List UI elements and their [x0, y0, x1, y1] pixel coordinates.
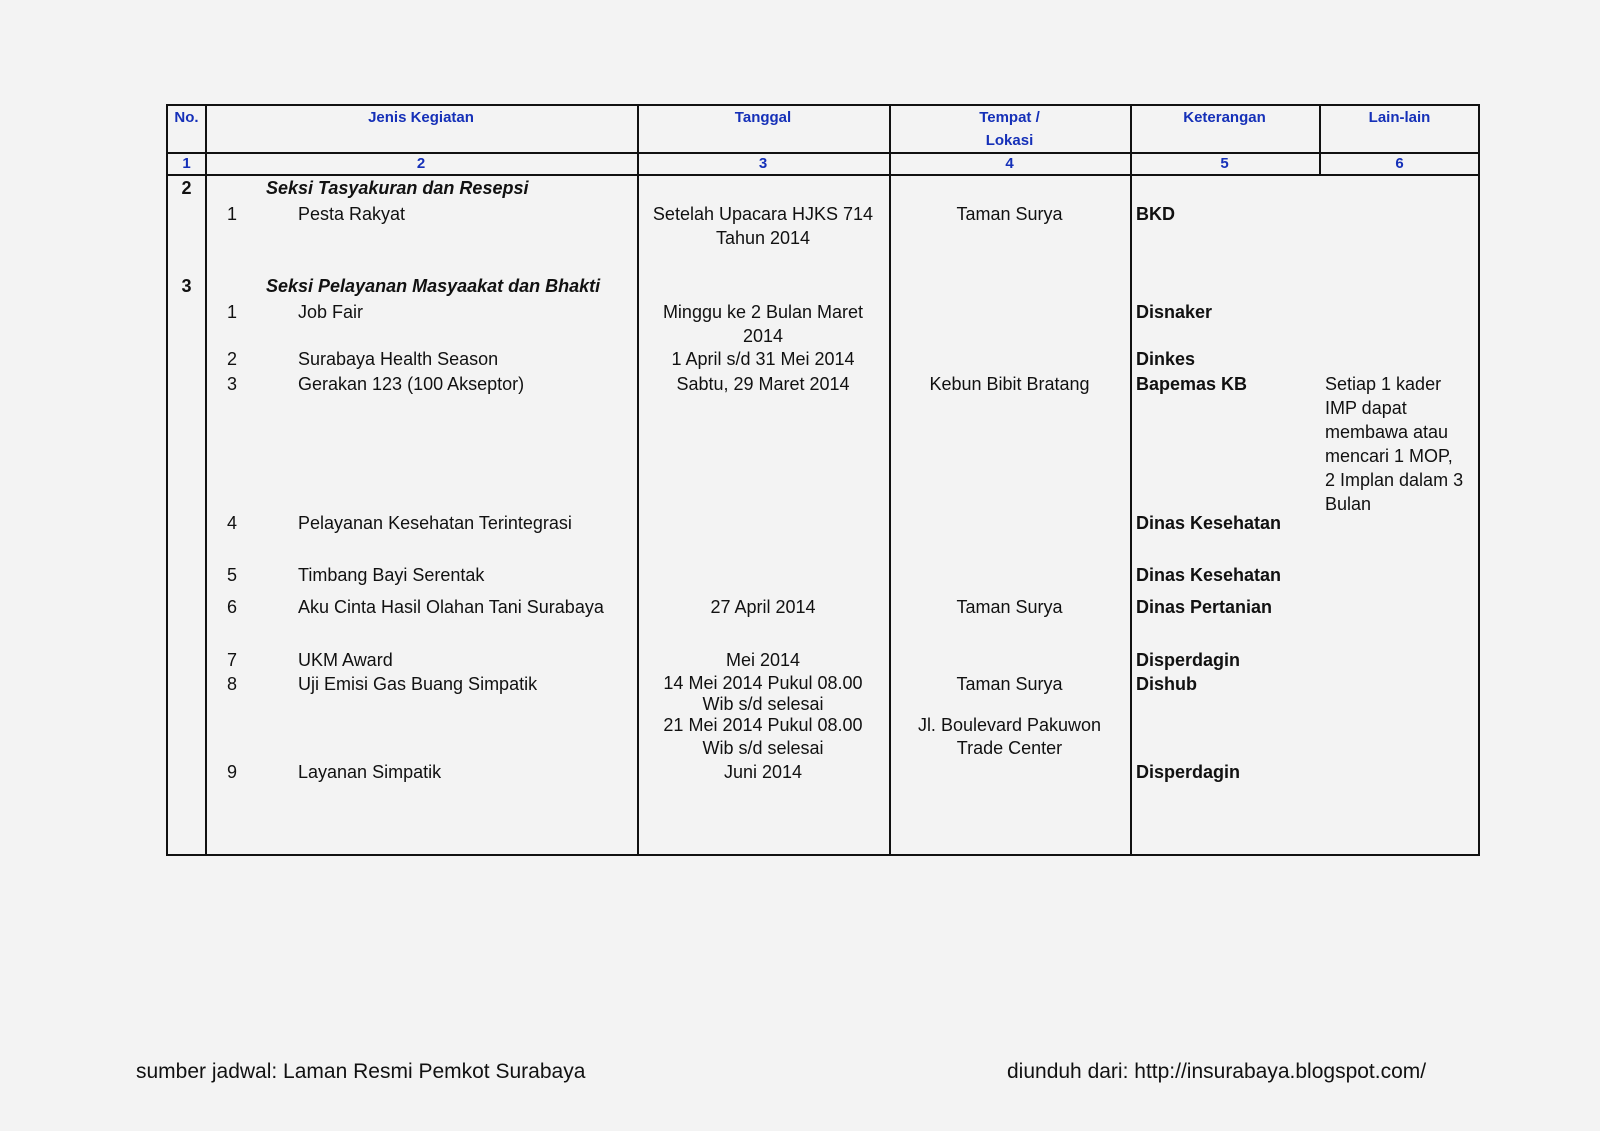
item-date-line: Wib s/d selesai	[702, 738, 824, 758]
item-name: Gerakan 123 (100 Akseptor)	[298, 374, 525, 394]
section-number: 3	[181, 276, 192, 296]
item-keterangan: Disnaker	[1136, 302, 1213, 322]
header-tanggal: Tanggal	[734, 109, 792, 126]
item-number: 1	[227, 302, 238, 322]
item-place: Kebun Bibit Bratang	[929, 374, 1090, 394]
item-date-line1: Setelah Upacara HJKS 714	[652, 204, 874, 224]
section-title: Seksi Tasyakuran dan Resepsi	[266, 178, 529, 198]
item-place: Taman Surya	[956, 597, 1063, 617]
item-number: 7	[227, 650, 238, 670]
item-keterangan: Dinkes	[1136, 349, 1196, 369]
item-place-line: Jl. Boulevard Pakuwon	[917, 715, 1102, 735]
lain-line: Setiap 1 kader	[1325, 374, 1442, 394]
item-date-line: 21 Mei 2014 Pukul 08.00	[663, 715, 863, 735]
item-name: Uji Emisi Gas Buang Simpatik	[298, 674, 538, 694]
item-keterangan: Dishub	[1136, 674, 1197, 694]
lain-line: membawa atau	[1325, 422, 1449, 442]
col-number: 1	[182, 155, 191, 172]
item-date-line: Wib s/d selesai	[702, 694, 824, 714]
lain-line: Bulan	[1325, 494, 1372, 514]
item-date: 27 April 2014	[710, 597, 816, 617]
item-keterangan: Disperdagin	[1136, 762, 1241, 782]
item-number: 8	[227, 674, 238, 694]
item-keterangan: Dinas Kesehatan	[1136, 565, 1282, 585]
lain-line: IMP dapat	[1325, 398, 1407, 418]
item-name: Layanan Simpatik	[298, 762, 442, 782]
item-keterangan: Dinas Kesehatan	[1136, 513, 1282, 533]
header-no: No.	[174, 109, 199, 126]
item-name: Aku Cinta Hasil Olahan Tani Surabaya	[298, 597, 604, 617]
item-date	[637, 672, 889, 760]
lain-line: mencari 1 MOP,	[1325, 446, 1453, 466]
item-date-line: 14 Mei 2014 Pukul 08.00	[663, 673, 863, 693]
col-divider	[1130, 106, 1132, 854]
item-date-line2: Tahun 2014	[715, 228, 811, 248]
item-name: Surabaya Health Season	[298, 349, 499, 369]
schedule-table	[166, 104, 1480, 856]
item-number: 5	[227, 565, 238, 585]
item-place: Taman Surya	[956, 674, 1063, 694]
item-date: 1 April s/d 31 Mei 2014	[671, 349, 855, 369]
header-tempat	[889, 106, 1130, 152]
item-lain-lain	[1325, 372, 1480, 516]
item-number: 6	[227, 597, 238, 617]
footer-download-link[interactable]: diunduh dari: http://insurabaya.blogspot.com/	[1007, 1060, 1427, 1083]
item-date: Juni 2014	[723, 762, 803, 782]
item-number: 9	[227, 762, 238, 782]
footer-source: sumber jadwal: Laman Resmi Pemkot Surabaya	[136, 1060, 586, 1083]
item-date	[637, 300, 889, 348]
col-divider	[205, 106, 207, 854]
item-name: Pesta Rakyat	[298, 204, 406, 224]
header-tempat-line1: Tempat /	[979, 109, 1040, 126]
header-lain-lain: Lain-lain	[1368, 109, 1431, 126]
col-number: 5	[1220, 155, 1229, 172]
item-date-line1: Minggu ke 2 Bulan Maret	[662, 302, 864, 322]
lain-line: 2 Implan dalam 3	[1325, 470, 1464, 490]
col-number: 4	[1005, 155, 1014, 172]
col-number: 6	[1395, 155, 1404, 172]
item-number: 3	[227, 374, 238, 394]
item-name: Job Fair	[298, 302, 364, 322]
item-keterangan: Dinas Pertanian	[1136, 597, 1273, 617]
item-place-line: Trade Center	[956, 738, 1063, 758]
section-title: Seksi Pelayanan Masyaakat dan Bhakti	[266, 276, 601, 296]
item-date: Mei 2014	[725, 650, 801, 670]
header-keterangan: Keterangan	[1183, 109, 1266, 126]
item-keterangan: Disperdagin	[1136, 650, 1241, 670]
section-number: 2	[181, 178, 192, 198]
item-number: 1	[227, 204, 238, 224]
col-number: 3	[758, 155, 768, 172]
item-number: 2	[227, 349, 238, 369]
item-place	[889, 714, 1130, 760]
item-number: 4	[227, 513, 238, 533]
item-name: Timbang Bayi Serentak	[298, 565, 485, 585]
item-date	[637, 202, 889, 250]
item-place: Taman Surya	[956, 204, 1063, 224]
col-number: 2	[416, 155, 426, 172]
item-keterangan: Bapemas KB	[1136, 374, 1248, 394]
header-tempat-line2: Lokasi	[985, 132, 1034, 149]
item-date: Sabtu, 29 Maret 2014	[676, 374, 850, 394]
item-name: UKM Award	[298, 650, 393, 670]
header-jenis-kegiatan: Jenis Kegiatan	[368, 109, 474, 126]
item-name: Pelayanan Kesehatan Terintegrasi	[298, 513, 572, 533]
item-date-line2: 2014	[742, 326, 784, 346]
item-keterangan: BKD	[1136, 204, 1175, 224]
